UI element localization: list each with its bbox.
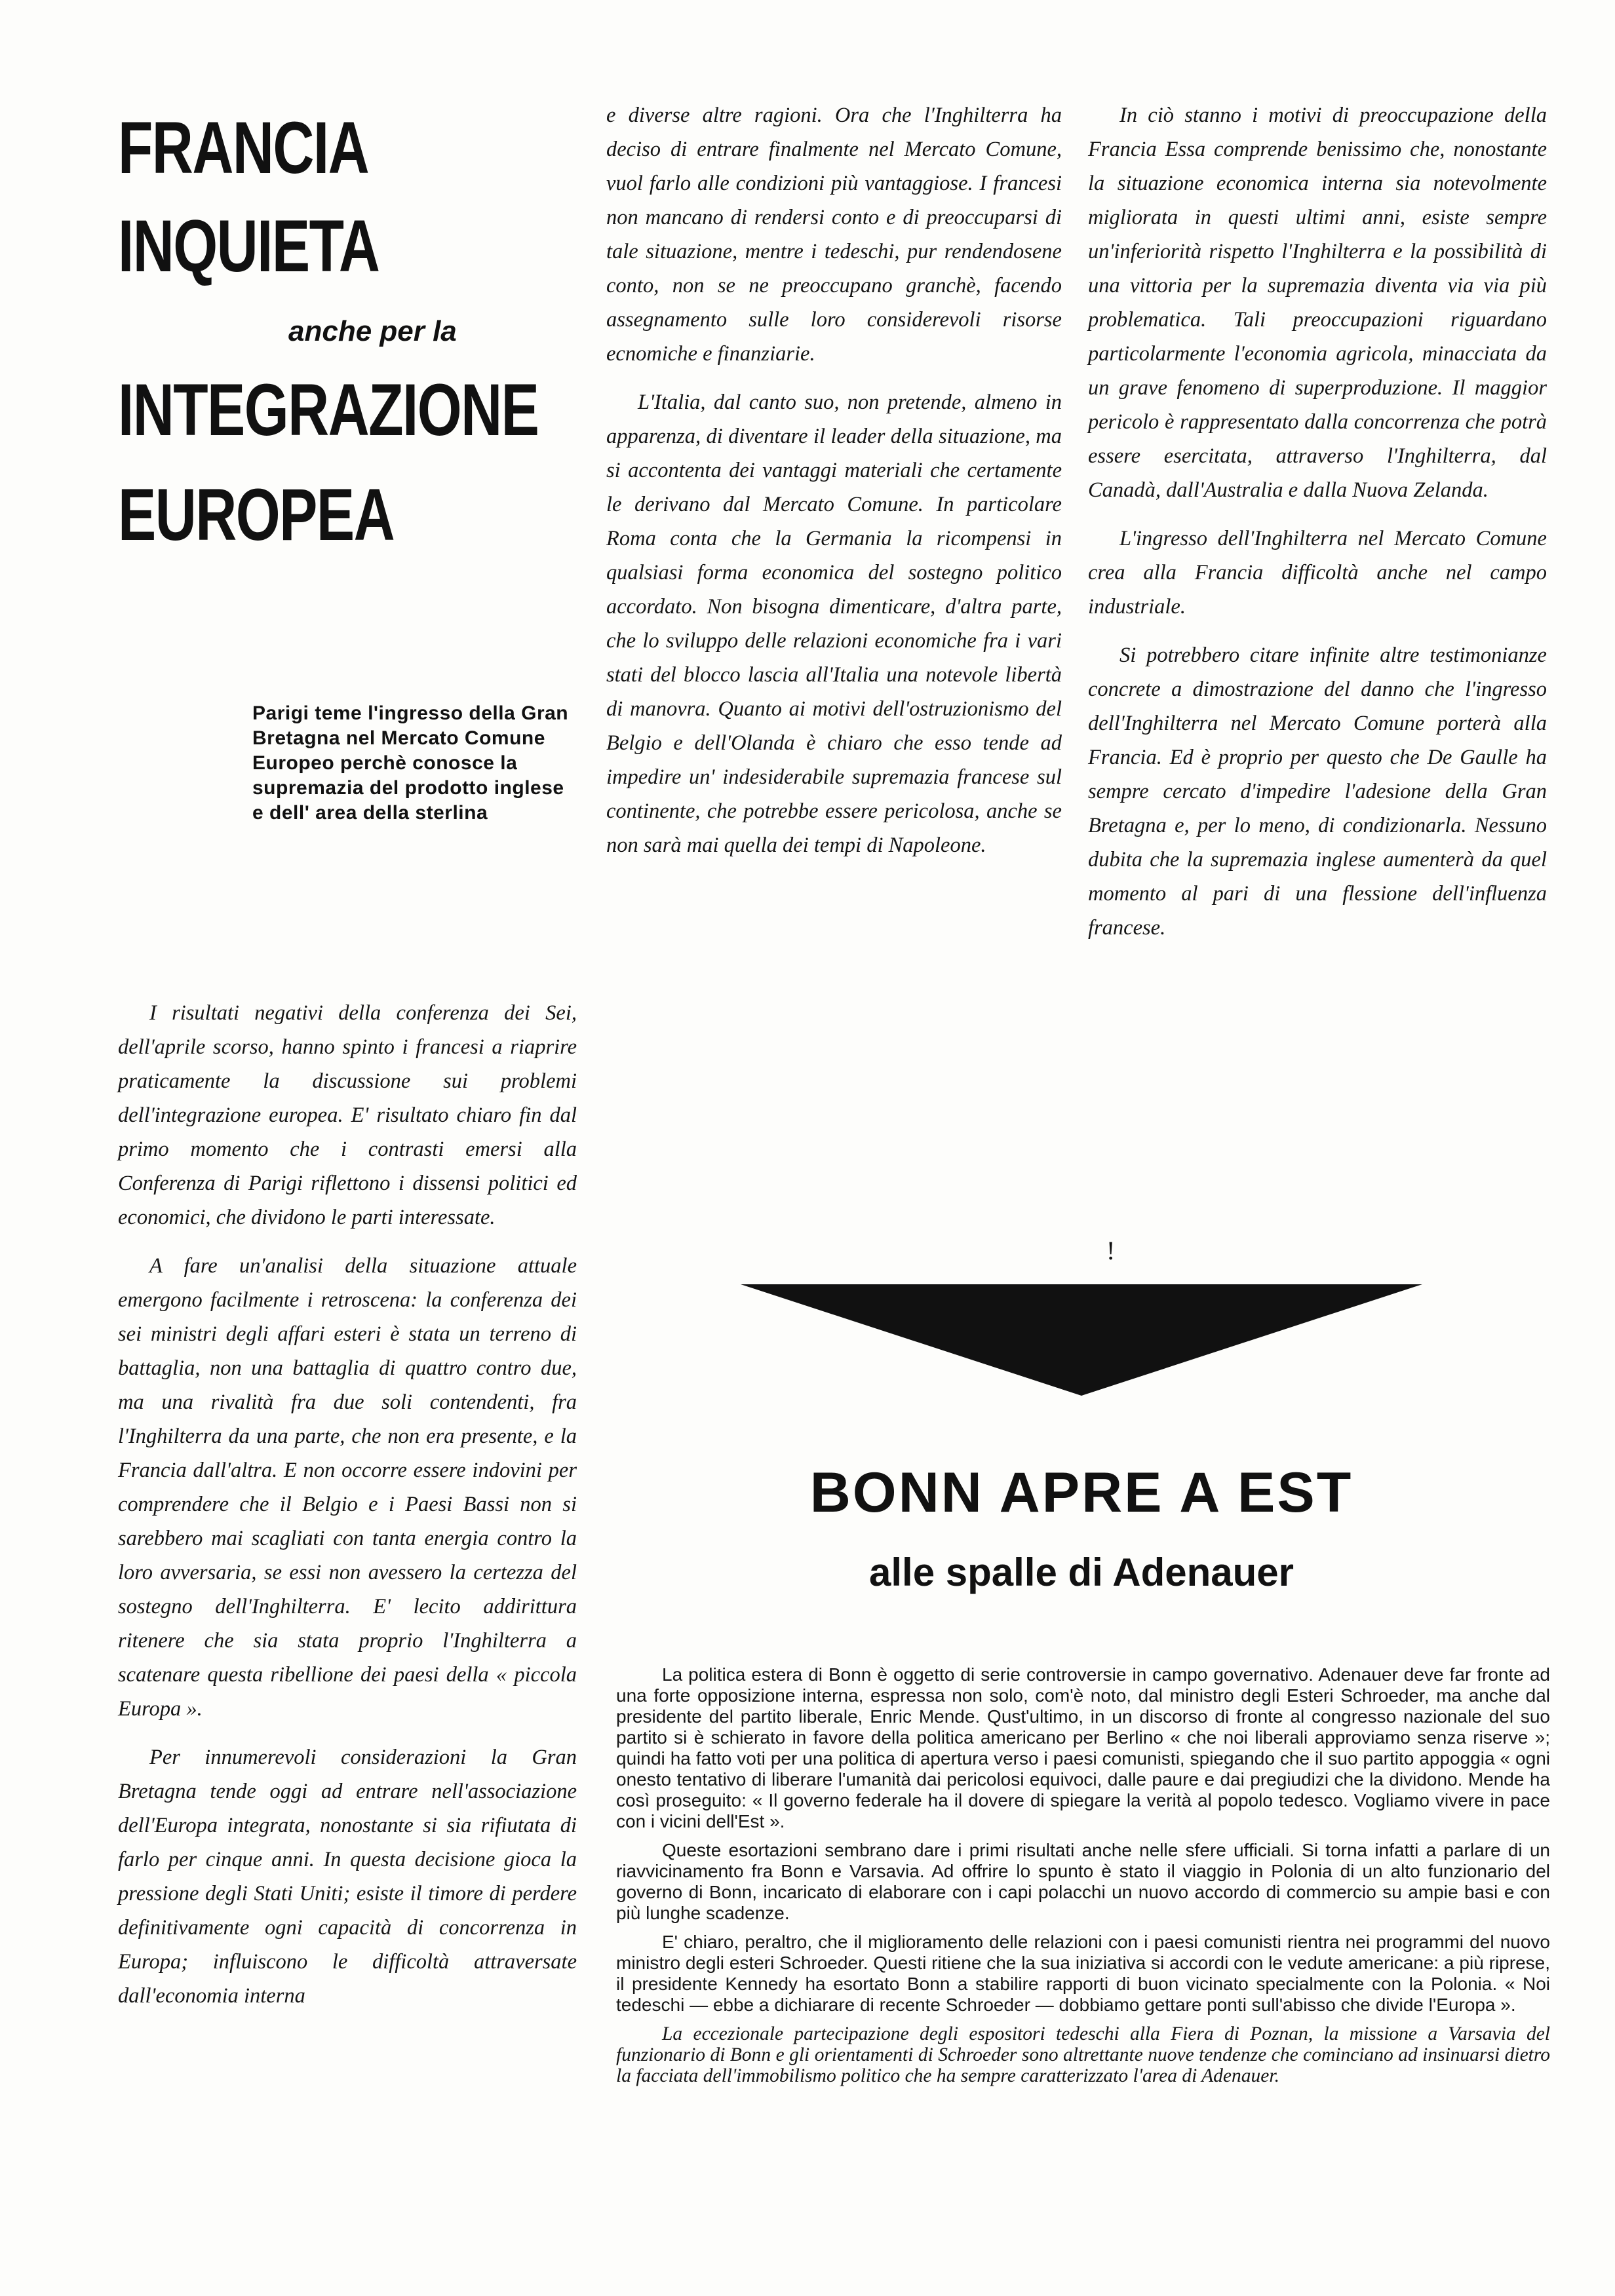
paragraph: L'ingresso dell'Inghilterra nel Mercato Comune crea alla Francia difficoltà anche nel campo industriale.	[1088, 527, 1547, 619]
article-title-line-4: INTEGRAZIONE	[118, 369, 539, 451]
paragraph: e diverse altre ragioni. Ora che l'Inghilterra ha deciso di entrare finalmente nel Mercato Comune, vuol farlo alle condizioni più vantaggiose. I francesi non mancano di rendersi conto e di preoccuparsi di tale situazione, mentre i tedeschi, pur rendendosene conto, non se ne preoccupano granchè, facendo assegnamento sulle loro considerevoli risorse ecnomiche e finanziarie.	[606, 104, 1062, 366]
article-deck: Parigi teme l'ingresso della Gran Bretagna nel Mercato Comune Europeo perchè conosce la supremazia del prodotto inglese e dell' area della sterlina	[252, 702, 569, 824]
paragraph: L'Italia, dal canto suo, non pretende, almeno in apparenza, di diventare il leader della situazione, ma si accontenta dei vantaggi materiali che certamente le derivano dal Mercato Comune. In particolare Roma conta che la Germania la ricompensi in qualsiasi forma economica del sostegno politico accordato. Non bisogna dimenticare, d'altra parte, che lo sviluppo delle relazioni economiche fra i vari stati del blocco lascia all'Italia una notevole libertà di manovra. Quanto ai motivi dell'ostruzionismo del Belgio e dell'Olanda è chiaro che esso tende ad impedire un' indesiderabile supremazia francese sul continente, che potrebbe essere pericolosa, anche se non sarà mai quella dei tempi di Napoleone.	[606, 391, 1062, 857]
text-column-2	[606, 98, 1062, 877]
article-title-line-2: INQUIETA	[118, 205, 379, 287]
down-arrow-graphic	[741, 1284, 1422, 1396]
text-column-1	[118, 996, 577, 2027]
paragraph: In ciò stanno i motivi di preoccupazione della Francia Essa comprende benissimo che, nonostante la situazione economica interna sia notevolmente migliorata in questi ultimi anni, esiste sempre un'inferiorità rispetto l'Inghilterra e la possibilità di una vittoria per la supremazia diventa via via più problematica. Tali preoccupazioni riguardano particolarmente l'economia agricola, minacciata da un grave fenomeno di superproduzione. Il maggior pericolo è rappresentato dalla concorrenza che potrà essere esercitata, attraverso l'Inghilterra, dal Canadà, dall'Australia e dalla Nuova Zelanda.	[1088, 104, 1547, 502]
article-title-connector: anche per la	[288, 315, 457, 347]
second-article-title: BONN APRE A EST	[809, 1461, 1353, 1524]
paragraph: E' chiaro, peraltro, che il miglioramento delle relazioni con i paesi comunisti rientra nei programmi del nuovo ministro degli esteri Schroeder. Questi ritiene che la sua iniziativa si accordi con le vedute americane: a più riprese, il presidente Kennedy ha esortato Bonn a stabilire rapporti di buon vicinato specialmente con la Polonia. « Noi tedeschi — ebbe a dichiarare di recente Schroeder — dobbiamo gettare ponti sull'abisso che divide l'Europa ».	[616, 1932, 1550, 2015]
paragraph: A fare un'analisi della situazione attuale emergono facilmente i retroscena: la conferenza dei sei ministri degli affari esteri è stata un terreno di battaglia, non una battaglia di quattro contro due, ma una rivalità fra due soli contendenti, fra l'Inghilterra da una parte, che non era presente, e la Francia dall'altra. E non occorre essere indovini per comprendere che il Belgio e i Paesi Bassi non si sarebbero mai scagliati con tanta energia contro la loro avversaria, se essi non avessero la certezza del sostegno dell'Inghilterra. E' lecito addirittura ritenere che sia stata proprio l'Inghilterra a scatenare questa ribellione dei paesi della « piccola Europa ».	[118, 1254, 577, 1721]
closing-paragraph: La eccezionale partecipazione degli espositori tedeschi alla Fiera di Poznan, la missione a Varsavia del funzionario di Bonn e gli orientamenti di Schroeder sono altrettante nuove tendenze che cominciano ad insinuarsi dietro la facciata dell'immobilismo politico che ha sempre caratterizzato l'area di Adenauer.	[616, 2023, 1550, 2086]
paragraph: Si potrebbero citare infinite altre testimonianze concrete a dimostrazione del danno che l'ingresso dell'Inghilterra nel Mercato Comune porterà alla Francia. Ed è proprio per questo che De Gaulle ha sempre cercato d'impedire l'adesione della Gran Bretagna e, per lo meno, di condizionarla. Nessuno dubita che la supremazia inglese aumenterà da quel momento al pari di una flessione dell'influenza francese.	[1088, 643, 1547, 940]
second-article-body	[616, 1664, 1550, 2094]
article-title-line-1: FRANCIA	[118, 107, 369, 189]
paragraph: Queste esortazioni sembrano dare i primi risultati anche nelle sfere ufficiali. Si torna infatti a parlare di un riavvicinamento fra Bonn e Varsavia. Ad offrire lo spunto è stato il viaggio in Polonia di un alto funzionario del governo di Bonn, incaricato di elaborare con i capi polacchi un nuovo accordo di commercio su ampie basi e con più lunghe scadenze.	[616, 1840, 1550, 1923]
stray-mark: !	[1106, 1236, 1116, 1265]
text-column-3	[1088, 98, 1547, 959]
article-title-line-5: EUROPEA	[118, 474, 395, 556]
paragraph: La politica estera di Bonn è oggetto di serie controversie in campo governativo. Adenauer deve far fronte ad una forte opposizione interna, espressa non solo, com'è noto, dal ministro degli Esteri Schroeder, ma anche dal presidente del partito liberale, Enric Mende. Qust'ultimo, in un discorso di fronte al congresso nazionale del suo partito si è schierato in favore della politica americano per Berlino « che noi liberali approviamo senza riserve »; quindi ha fatto voti per una politica di apertura verso i paesi comunisti, spiegando che il suo partito appoggia « ogni onesto tentativo di liberare l'umanità dai pericolosi equivoci, dalle paure e dai pregiudizi che la dividono. Mende ha così proseguito: « Il governo federale ha il dovere di spiegare la verità al popolo tedesco. Vogliamo vivere in pace con i vicini dell'Est ».	[616, 1664, 1550, 1831]
paragraph: Per innumerevoli considerazioni la Gran Bretagna tende oggi ad entrare nell'associazione dell'Europa integrata, nonostante si sia rifiutata di farlo per cinque anni. In questa decisione gioca la pressione degli Stati Uniti; esiste il timore di perdere definitivamente ogni capacità di concorrenza in Europa; influiscono le difficoltà attraversate dall'economia interna	[118, 1746, 577, 2008]
paragraph: I risultati negativi della conferenza dei Sei, dell'aprile scorso, hanno spinto i francesi a riaprire praticamente la discussione sui problemi dell'integrazione europea. E' risultato chiaro fin dal primo momento che i contrasti emersi alla Conferenza di Parigi riflettono i dissensi politici ed economici, che dividono le parti interessate.	[118, 1001, 577, 1229]
second-article-subtitle: alle spalle di Adenauer	[868, 1550, 1294, 1594]
